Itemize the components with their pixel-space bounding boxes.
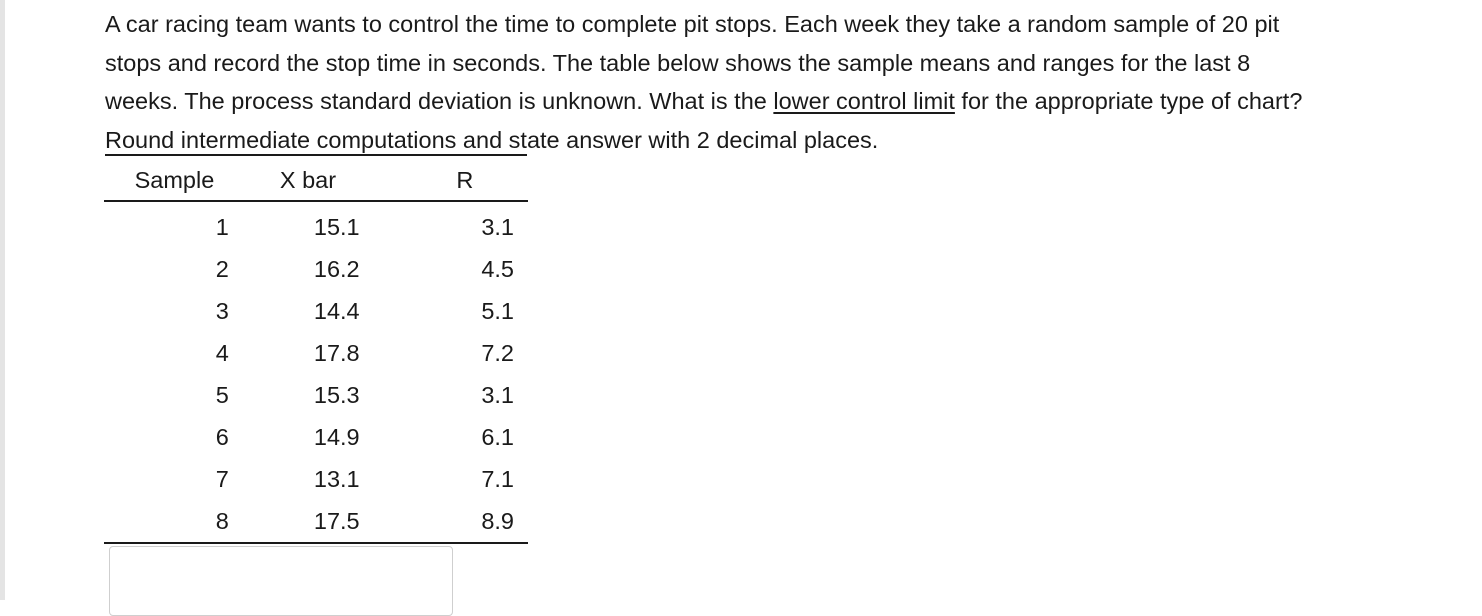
cell-xbar: 16.2	[313, 255, 360, 282]
question-text	[105, 5, 1465, 159]
question-line-3-pre: weeks. The process standard deviation is unknown. What is the	[105, 88, 774, 114]
cell-sample: 5	[215, 381, 229, 408]
cell-xbar: 15.3	[313, 381, 360, 408]
question-line-3-post: for the appropriate type of chart?	[954, 88, 1303, 114]
question-line-4-wrap	[105, 121, 878, 160]
cell-r: 4.5	[481, 255, 514, 282]
cell-xbar: 17.5	[245, 500, 449, 543]
header-r: R	[449, 160, 528, 201]
table-top-rule	[105, 154, 527, 156]
cell-xbar: 14.9	[313, 423, 360, 450]
cell-xbar: 13.1	[313, 465, 360, 492]
question-line-4: Round intermediate computations and state answer with 2 decimal places.	[105, 126, 879, 153]
cell-xbar: 14.4	[313, 297, 360, 324]
question-line-1: A car racing team wants to control the time to complete pit stops. Each week they take a random sample of 20 pit	[105, 11, 1280, 37]
cell-r: 7.1	[481, 465, 514, 492]
cell-r: 7.2	[481, 339, 514, 366]
table-row	[104, 374, 528, 416]
left-border	[0, 0, 5, 600]
table-row	[104, 416, 528, 458]
question-line-3	[105, 82, 1465, 121]
cell-sample: 8	[104, 500, 245, 543]
cell-sample: 3	[215, 297, 229, 324]
cell-xbar: 17.8	[313, 339, 360, 366]
header-sample: Sample	[104, 160, 245, 201]
table-row	[104, 248, 528, 290]
table-row	[104, 458, 528, 500]
data-table	[104, 160, 528, 544]
question-line-2: stops and record the stop time in seconds. The table below shows the sample means and ranges for the last 8	[105, 49, 1251, 76]
table-row	[104, 332, 528, 374]
cell-r: 6.1	[481, 423, 514, 450]
table-row	[104, 201, 528, 248]
cell-r: 8.9	[449, 500, 528, 543]
cell-r: 5.1	[481, 297, 514, 324]
cell-xbar: 15.1	[313, 213, 360, 240]
table-row	[104, 290, 528, 332]
cell-sample: 1	[215, 213, 229, 240]
cell-sample: 4	[215, 339, 229, 366]
cell-sample: 7	[215, 465, 229, 492]
cell-sample: 2	[215, 255, 229, 282]
cell-sample: 6	[215, 423, 229, 450]
cell-r: 3.1	[481, 381, 514, 408]
cell-r: 3.1	[481, 213, 514, 240]
header-xbar: X bar	[245, 160, 449, 201]
answer-input[interactable]	[109, 546, 453, 616]
table-header-row	[104, 160, 528, 201]
table-row	[104, 500, 528, 543]
lower-control-limit-term: lower control limit	[773, 88, 955, 114]
